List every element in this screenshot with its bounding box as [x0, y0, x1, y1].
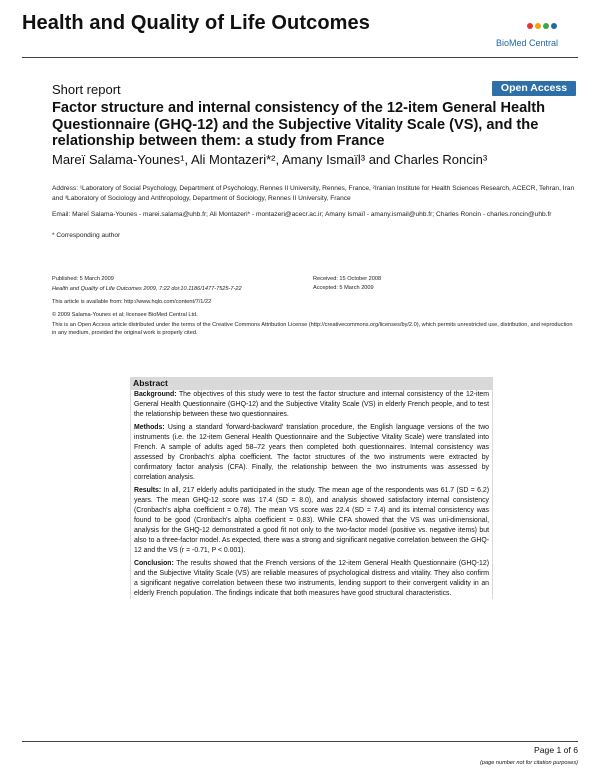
abstract-conclusion [134, 559, 489, 599]
abstract-results [134, 486, 489, 556]
authors: Mareï Salama-Younes¹, Ali Montazeri*², Amany Ismaïl³ and Charles Roncin³ [52, 152, 488, 167]
page-number: Page 1 of 6 [534, 745, 578, 755]
section-label: Methods: [134, 424, 165, 431]
address: Address: ¹Laboratory of Social Psychology, Department of Psychology, Rennes II University, Rennes, France, ²Iranian Institute for Health Sciences Research, ACECR, Tehran, Iran and ³Laboratory of Sociology and Anthropology, Department of Sociology, Rennes II University, France [52, 185, 575, 202]
license: This is an Open Access article distributed under the terms of the Creative Commons Attribution License (http://creativecommons.org/licenses/by/2.0), which permits unrestricted use, distribution, and reproduction in any medium, provided the original work is properly cited. [52, 322, 573, 336]
section-label: Conclusion: [134, 560, 174, 567]
journal-title: Health and Quality of Life Outcomes [22, 12, 370, 34]
accepted-date: Accepted: 5 March 2009 [313, 285, 374, 291]
abstract-body [130, 390, 493, 599]
logo-dots-icon [526, 16, 558, 34]
section-text: The results showed that the French versions of the 12-item General Health Questionnaire (GHQ-12) and the Subjective Vitality Scale (VS) are reliable measures of psychological distress and vitality. They also confirm a significant negative correlation between these two instruments, lending support to their convergent validity in an elderly French population. The findings indicate that both measures have good structural characteristics. [134, 560, 489, 597]
availability: This article is available from: http://www.hqlo.com/content/7/1/22 [52, 299, 212, 305]
section-text: The objectives of this study were to test the factor structure and internal consistency of the 12-item General Health Questionnaire (GHQ-12) and the Subjective Vitality Scale (VS) in elderly French people, and to test the relationship between these two questionnaires. [134, 391, 489, 418]
article-type: Short report [52, 82, 121, 97]
section-text: In all, 217 elderly adults participated in the study. The mean age of the respondents was 61.7 (SD = 6.2) years. The mean GHQ-12 score was 17.4 (SD = 8.0), and analysis showed satisfactory internal consistency (Cronbach's alpha coefficient = 0.78). The mean VS score was 22.4 (SD = 7.4) and its internal consistency was found to be good (Cronbach's alpha coefficient = 0.83). While CFA showed that the VS was uni-dimensional, analysis for the GHQ-12 demonstrated a good fit not only to the two-factor model (positive vs. negative items) but also to a three-factor model. As expected, there was a strong and significant negative correlation between the GHQ-12 and the VS (r = -0.71, P < 0.001). [134, 487, 489, 554]
page-note: (page number not for citation purposes) [480, 760, 578, 766]
corresponding-author: * Corresponding author [52, 232, 121, 239]
section-text: Using a standard 'forward-backward' translation procedure, the English language versions of the two instruments (i.e. the 12-item General Health Questionnaire and the Subjective Vitality Scale) were translated into French. A sample of adults aged 58–72 years then completed both questionnaires. Internal consistency was assessed by Cronbach's alpha coefficient. The factor structures of the two instruments were extracted by confirmatory factor analysis (CFA). Finally, the relationship between the two instruments was assessed by correlation analysis. [134, 424, 489, 481]
open-access-badge: Open Access [492, 81, 576, 96]
abstract-heading: Abstract [130, 377, 493, 390]
published-date: Published: 5 March 2009 [52, 276, 114, 282]
abstract-box [130, 377, 493, 602]
abstract-methods [134, 423, 489, 483]
emails: Email: Mareï Salama-Younes - marei.salama@uhb.fr; Ali Montazeri* - montazeri@acecr.ac.ir; Amany Ismaïl - amany.ismail@uhb.fr; Charles Roncin - charles.roncin@uhb.fr [52, 211, 552, 218]
header-rule [22, 57, 578, 58]
logo-text: BioMed Central [496, 38, 559, 48]
citation: Health and Quality of Life Outcomes 2009, 7:22 doi:10.1186/1477-7525-7-22 [52, 286, 242, 292]
footer-rule [22, 741, 578, 742]
copyright: © 2009 Salama-Younes et al; licensee BioMed Central Ltd. [52, 312, 198, 318]
section-label: Results: [134, 487, 162, 494]
article-title: Factor structure and internal consistency of the 12-item General Health Questionnaire (GHQ-12) and the Subjective Vitality Scale (VS), and the relationship between them: a study from France [52, 100, 546, 149]
section-label: Background: [134, 391, 177, 398]
abstract-background [134, 390, 489, 420]
received-date: Received: 15 October 2008 [313, 276, 382, 282]
biomed-central-logo [496, 12, 576, 52]
